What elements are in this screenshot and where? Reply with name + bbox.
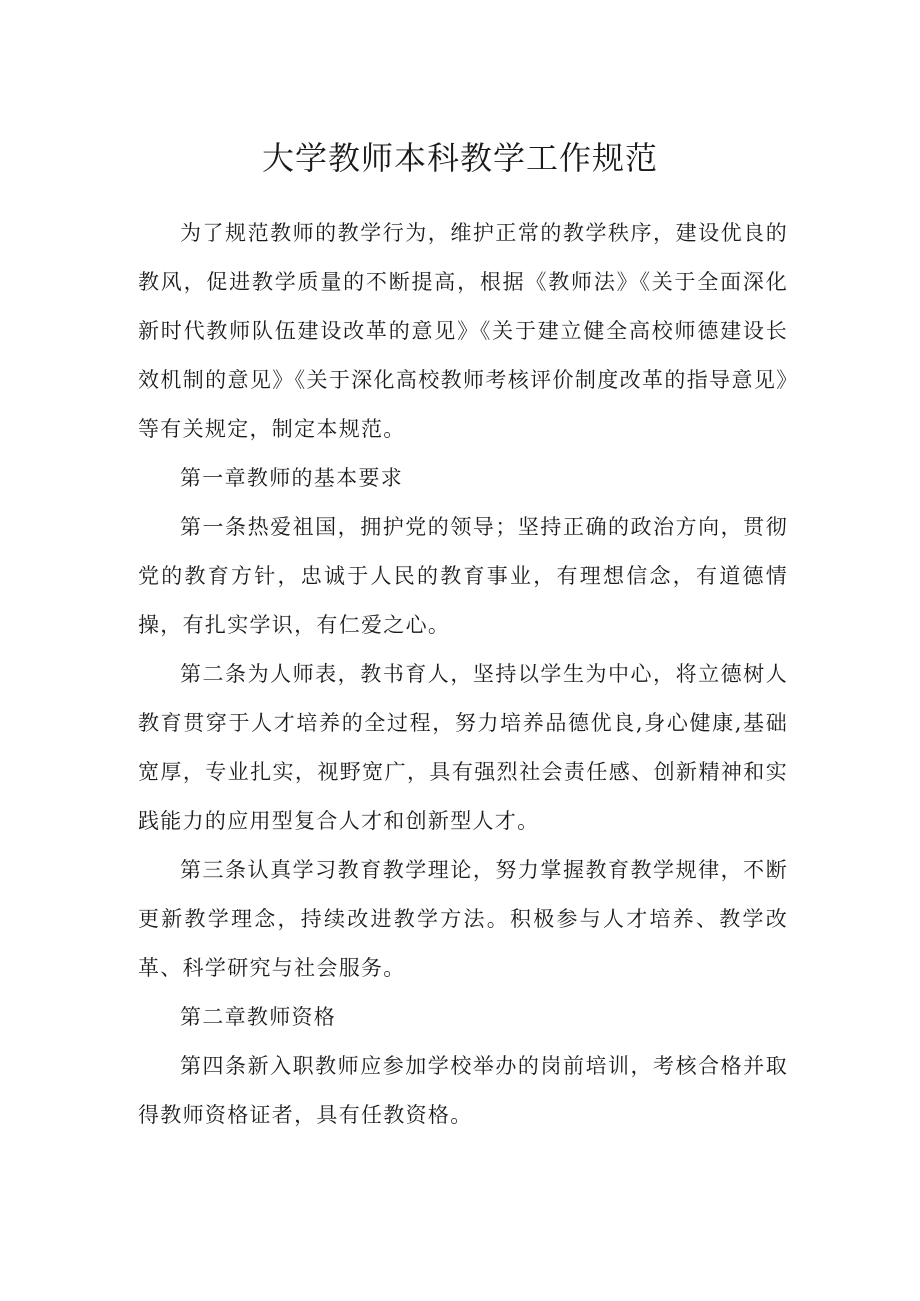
chapter-heading-2: 第二章教师资格 <box>180 1005 337 1029</box>
document-title: 大学教师本科教学工作规范 <box>261 139 658 177</box>
article-2: 第二条为人师表，教书育人，坚持以学生为中心，将立德树人教育贯穿于人才培养的全过程，努力培养品德优良,身心健康,基础宽厚，专业扎实，视野宽广，具有强烈社会责任感、创新精神和实践能力的应用型复合人才和创新型人才。 <box>138 662 788 833</box>
paragraph-preamble: 为了规范教师的教学行为，维护正常的教学秩序，建设优良的教风，促进教学质量的不断提高，根据《教师法》《关于全面深化新时代教师队伍建设改革的意见》《关于建立健全高校师德建设长效机制的意见》《关于深化高校教师考核评价制度改革的指导意见》等有关规定，制定本规范。 <box>138 221 788 441</box>
document-body <box>138 209 788 1140</box>
chapter-heading-1: 第一章教师的基本要求 <box>180 466 403 490</box>
article-3: 第三条认真学习教育教学理论，努力掌握教育教学规律，不断更新教学理念，持续改进教学方法。积极参与人才培养、教学改革、科学研究与社会服务。 <box>138 858 788 980</box>
article-4: 第四条新入职教师应参加学校举办的岗前培训，考核合格并取得教师资格证者，具有任教资格。 <box>138 1054 788 1127</box>
article-1: 第一条热爱祖国，拥护党的领导；坚持正确的政治方向，贯彻党的教育方针，忠诚于人民的教育事业，有理想信念，有道德情操，有扎实学识，有仁爱之心。 <box>138 515 788 637</box>
